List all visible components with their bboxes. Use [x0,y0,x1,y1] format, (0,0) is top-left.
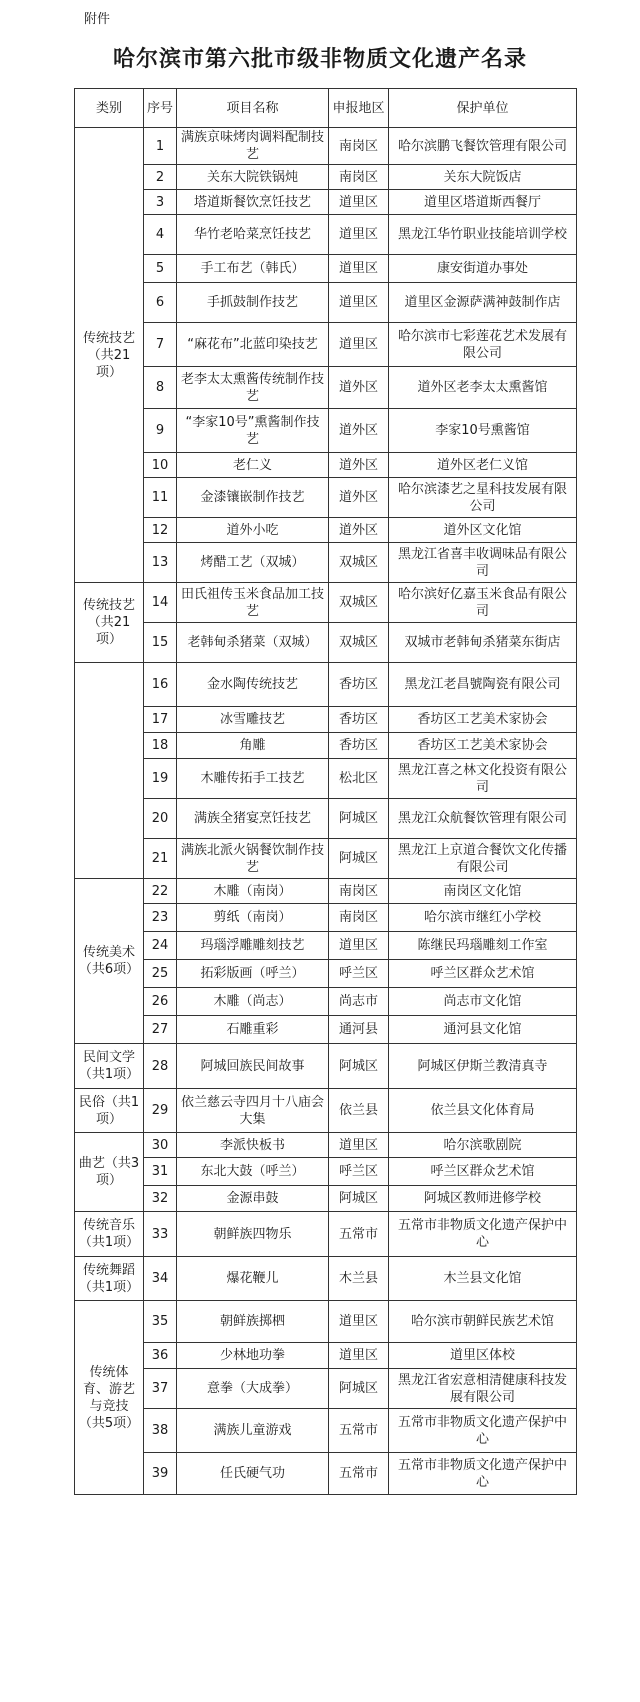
row-no: 19 [144,759,177,799]
row-area: 香坊区 [329,663,389,707]
row-name: 道外小吃 [177,518,329,543]
row-area: 道里区 [329,215,389,255]
row-unit: 香坊区工艺美术家协会 [389,707,577,733]
row-area: 道里区 [329,1301,389,1343]
row-no: 21 [144,839,177,879]
row-area: 五常市 [329,1212,389,1257]
row-name: 依兰慈云寺四月十八庙会大集 [177,1089,329,1133]
row-unit: 黑龙江省宏意相清健康科技发展有限公司 [389,1369,577,1409]
table-row [75,707,577,733]
row-name: 手抓鼓制作技艺 [177,283,329,323]
row-no: 9 [144,409,177,453]
category-cell-empty [75,663,144,879]
row-area: 道里区 [329,1133,389,1158]
table-row [75,759,577,799]
row-name: 塔道斯餐饮烹饪技艺 [177,190,329,215]
row-unit: 香坊区工艺美术家协会 [389,733,577,759]
row-area: 南岗区 [329,165,389,190]
row-name: 李派快板书 [177,1133,329,1158]
row-area: 通河县 [329,1016,389,1044]
row-no: 6 [144,283,177,323]
category-cell: 传统舞蹈（共1项） [75,1257,144,1301]
row-no: 37 [144,1369,177,1409]
row-area: 阿城区 [329,1186,389,1212]
row-area: 五常市 [329,1409,389,1453]
row-no: 4 [144,215,177,255]
category-cell: 曲艺（共3项） [75,1133,144,1212]
table-row [75,1453,577,1495]
row-no: 36 [144,1343,177,1369]
row-area: 五常市 [329,1453,389,1495]
table-row [75,1133,577,1158]
row-area: 道外区 [329,453,389,478]
row-area: 道外区 [329,409,389,453]
row-no: 35 [144,1301,177,1343]
row-unit: 双城市老韩甸杀猪菜东街店 [389,623,577,663]
heritage-list-table [74,88,577,1495]
table-row [75,1343,577,1369]
row-name: 烤醋工艺（双城） [177,543,329,583]
row-unit: 南岗区文化馆 [389,879,577,904]
table-row [75,367,577,409]
row-no: 3 [144,190,177,215]
row-name: 木雕（南岗） [177,879,329,904]
row-no: 20 [144,799,177,839]
row-name: 冰雪雕技艺 [177,707,329,733]
row-name: 意拳（大成拳） [177,1369,329,1409]
row-name: 满族儿童游戏 [177,1409,329,1453]
row-unit: 依兰县文化体育局 [389,1089,577,1133]
row-name: 满族京味烤肉调料配制技艺 [177,128,329,165]
table-row [75,478,577,518]
row-no: 30 [144,1133,177,1158]
row-name: 金漆镶嵌制作技艺 [177,478,329,518]
table-row [75,904,577,932]
row-area: 道里区 [329,255,389,283]
row-area: 道里区 [329,1343,389,1369]
table-row [75,1044,577,1089]
row-area: 道里区 [329,932,389,960]
row-unit: 陈继民玛瑙雕刻工作室 [389,932,577,960]
table-row [75,1369,577,1409]
row-no: 15 [144,623,177,663]
row-unit: 关东大院饭店 [389,165,577,190]
row-name: 玛瑙浮雕雕刻技艺 [177,932,329,960]
row-area: 道里区 [329,323,389,367]
row-unit: 康安街道办事处 [389,255,577,283]
row-no: 33 [144,1212,177,1257]
row-name: “麻花布”北蓝印染技艺 [177,323,329,367]
row-no: 2 [144,165,177,190]
row-name: 满族北派火锅餐饮制作技艺 [177,839,329,879]
row-no: 27 [144,1016,177,1044]
row-unit: 黑龙江华竹职业技能培训学校 [389,215,577,255]
table-row [75,932,577,960]
table-row [75,583,577,623]
row-name: 少林地功拳 [177,1343,329,1369]
row-area: 南岗区 [329,879,389,904]
row-name: 金源串鼓 [177,1186,329,1212]
row-no: 24 [144,932,177,960]
row-unit: 尚志市文化馆 [389,988,577,1016]
table-row [75,879,577,904]
row-no: 11 [144,478,177,518]
row-area: 双城区 [329,623,389,663]
header-no: 序号 [144,89,177,128]
row-area: 呼兰区 [329,960,389,988]
category-cell: 民间文学（共1项） [75,1044,144,1089]
row-unit: 哈尔滨鹏飞餐饮管理有限公司 [389,128,577,165]
row-unit: 阿城区伊斯兰教清真寺 [389,1044,577,1089]
row-unit: 道里区体校 [389,1343,577,1369]
table-row [75,190,577,215]
row-area: 道里区 [329,283,389,323]
row-unit: 李家10号熏酱馆 [389,409,577,453]
row-name: 老仁义 [177,453,329,478]
row-no: 23 [144,904,177,932]
row-name: 木雕传拓手工技艺 [177,759,329,799]
row-name: 老韩甸杀猪菜（双城） [177,623,329,663]
row-area: 南岗区 [329,128,389,165]
row-name: 角雕 [177,733,329,759]
row-area: 道外区 [329,478,389,518]
row-name: 手工布艺（韩氏） [177,255,329,283]
row-unit: 道里区塔道斯西餐厅 [389,190,577,215]
table-row [75,1089,577,1133]
row-unit: 哈尔滨市朝鲜民族艺术馆 [389,1301,577,1343]
row-area: 尚志市 [329,988,389,1016]
row-unit: 道里区金源萨满神鼓制作店 [389,283,577,323]
row-unit: 通河县文化馆 [389,1016,577,1044]
table-row [75,255,577,283]
row-name: 朝鲜族掷柶 [177,1301,329,1343]
category-cell: 传统技艺（共21项） [75,128,144,583]
row-unit: 哈尔滨歌剧院 [389,1133,577,1158]
row-name: 金水陶传统技艺 [177,663,329,707]
row-area: 阿城区 [329,1369,389,1409]
table-row [75,453,577,478]
table-row [75,409,577,453]
row-name: 爆花鞭儿 [177,1257,329,1301]
row-no: 32 [144,1186,177,1212]
table-row [75,839,577,879]
category-cell: 传统美术（共6项） [75,879,144,1044]
row-unit: 黑龙江众航餐饮管理有限公司 [389,799,577,839]
row-unit: 黑龙江喜之林文化投资有限公司 [389,759,577,799]
row-name: 任氏硬气功 [177,1453,329,1495]
row-no: 8 [144,367,177,409]
table-row [75,323,577,367]
row-area: 道里区 [329,190,389,215]
row-area: 阿城区 [329,839,389,879]
row-area: 双城区 [329,583,389,623]
row-name: 满族全猪宴烹饪技艺 [177,799,329,839]
table-row [75,1158,577,1186]
row-name: 田氏祖传玉米食品加工技艺 [177,583,329,623]
row-no: 16 [144,663,177,707]
table-row [75,799,577,839]
table-row [75,1409,577,1453]
row-area: 南岗区 [329,904,389,932]
table-row [75,1186,577,1212]
row-no: 25 [144,960,177,988]
table-row [75,988,577,1016]
row-area: 阿城区 [329,799,389,839]
row-area: 香坊区 [329,707,389,733]
row-no: 14 [144,583,177,623]
row-name: 东北大鼓（呼兰） [177,1158,329,1186]
row-name: “李家10号”熏酱制作技艺 [177,409,329,453]
category-cell: 传统体育、游艺与竞技（共5项） [75,1301,144,1495]
row-name: 老李太太熏酱传统制作技艺 [177,367,329,409]
table-row [75,215,577,255]
row-name: 木雕（尚志） [177,988,329,1016]
row-name: 华竹老哈菜烹饪技艺 [177,215,329,255]
row-no: 38 [144,1409,177,1453]
row-unit: 阿城区教师进修学校 [389,1186,577,1212]
header-area: 申报地区 [329,89,389,128]
table-row [75,663,577,707]
row-unit: 黑龙江省喜丰收调味品有限公司 [389,543,577,583]
row-no: 1 [144,128,177,165]
row-no: 7 [144,323,177,367]
row-no: 29 [144,1089,177,1133]
row-no: 31 [144,1158,177,1186]
row-area: 双城区 [329,543,389,583]
table-header-row [75,89,577,128]
row-no: 34 [144,1257,177,1301]
row-no: 5 [144,255,177,283]
table-row [75,1016,577,1044]
row-name: 剪纸（南岗） [177,904,329,932]
table-row [75,733,577,759]
row-area: 依兰县 [329,1089,389,1133]
row-no: 22 [144,879,177,904]
row-unit: 黑龙江老昌號陶瓷有限公司 [389,663,577,707]
row-area: 道外区 [329,518,389,543]
header-name: 项目名称 [177,89,329,128]
category-cell: 传统音乐（共1项） [75,1212,144,1257]
row-no: 10 [144,453,177,478]
table-row [75,165,577,190]
row-unit: 五常市非物质文化遗产保护中心 [389,1453,577,1495]
row-unit: 道外区老李太太熏酱馆 [389,367,577,409]
page-title: 哈尔滨市第六批市级非物质文化遗产名录 [112,47,527,72]
category-cell: 传统技艺（共21项） [75,583,144,663]
table-row [75,128,577,165]
row-name: 朝鲜族四物乐 [177,1212,329,1257]
row-name: 关东大院铁锅炖 [177,165,329,190]
header-category: 类别 [75,89,144,128]
row-area: 呼兰区 [329,1158,389,1186]
row-unit: 道外区文化馆 [389,518,577,543]
row-unit: 哈尔滨漆艺之星科技发展有限公司 [389,478,577,518]
row-unit: 五常市非物质文化遗产保护中心 [389,1409,577,1453]
row-no: 39 [144,1453,177,1495]
row-no: 26 [144,988,177,1016]
row-area: 木兰县 [329,1257,389,1301]
row-unit: 五常市非物质文化遗产保护中心 [389,1212,577,1257]
table-row [75,518,577,543]
table-row [75,283,577,323]
row-area: 香坊区 [329,733,389,759]
row-unit: 呼兰区群众艺术馆 [389,1158,577,1186]
row-no: 28 [144,1044,177,1089]
row-unit: 哈尔滨市七彩莲花艺术发展有限公司 [389,323,577,367]
row-name: 拓彩版画（呼兰） [177,960,329,988]
row-area: 松北区 [329,759,389,799]
row-area: 道外区 [329,367,389,409]
row-no: 12 [144,518,177,543]
row-name: 石雕重彩 [177,1016,329,1044]
row-unit: 道外区老仁义馆 [389,453,577,478]
row-area: 阿城区 [329,1044,389,1089]
row-unit: 黑龙江上京道合餐饮文化传播有限公司 [389,839,577,879]
row-unit: 木兰县文化馆 [389,1257,577,1301]
attachment-label: 附件 [84,12,111,27]
table-row [75,960,577,988]
row-no: 18 [144,733,177,759]
row-name: 阿城回族民间故事 [177,1044,329,1089]
table-row [75,1212,577,1257]
row-no: 13 [144,543,177,583]
row-no: 17 [144,707,177,733]
table-row [75,1301,577,1343]
table-row [75,1257,577,1301]
row-unit: 呼兰区群众艺术馆 [389,960,577,988]
header-unit: 保护单位 [389,89,577,128]
row-unit: 哈尔滨市继红小学校 [389,904,577,932]
row-unit: 哈尔滨好亿嘉玉米食品有限公司 [389,583,577,623]
category-cell: 民俗（共1项） [75,1089,144,1133]
table-row [75,623,577,663]
table-row [75,543,577,583]
